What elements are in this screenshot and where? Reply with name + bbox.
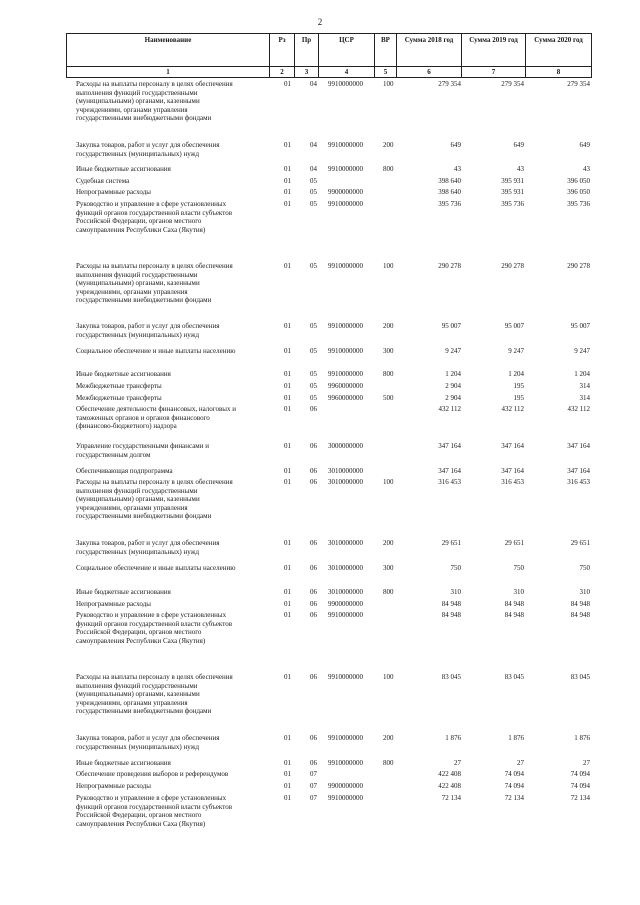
- cell-s18: 43: [454, 165, 461, 173]
- cell-s19: 195: [513, 394, 524, 402]
- cell-name: Расходы на выплаты персоналу в целях обеспечения выполнения функций государственными (муниципальными) органами, казенными учреждениями, органами управления государственными внебюджетными фондами: [76, 80, 233, 122]
- cell-rz: 01: [284, 347, 291, 355]
- cell-csr: 9900000000: [328, 782, 363, 790]
- cell-s20: 9 247: [574, 347, 590, 355]
- cell-rz: 01: [284, 165, 291, 173]
- cell-pr: 06: [310, 759, 317, 767]
- header-num-4: 4: [319, 67, 375, 78]
- cell-s19: 395 931: [501, 177, 524, 185]
- cell-s18: 2 904: [445, 394, 461, 402]
- cell-s18: 83 045: [441, 673, 461, 681]
- cell-csr: 3000000000: [328, 442, 363, 450]
- cell-rz: 01: [284, 382, 291, 390]
- cell-s19: 43: [517, 165, 524, 173]
- cell-rz: 01: [284, 141, 291, 149]
- cell-rz: 01: [284, 467, 291, 475]
- cell-csr: 9910000000: [328, 347, 363, 355]
- cell-rz: 01: [284, 405, 291, 413]
- cell-s20: 750: [579, 564, 590, 572]
- header-sum-2019: Сумма 2019 год: [462, 34, 526, 67]
- cell-rz: 01: [284, 782, 291, 790]
- cell-s20: 72 134: [570, 794, 590, 802]
- cell-pr: 05: [310, 177, 317, 185]
- cell-vr: 200: [383, 734, 394, 742]
- cell-s19: 84 948: [504, 611, 524, 619]
- cell-s19: 9 247: [508, 347, 524, 355]
- cell-csr: 9910000000: [328, 370, 363, 378]
- cell-csr: 9910000000: [328, 673, 363, 681]
- cell-rz: 01: [284, 539, 291, 547]
- cell-s18: 395 736: [438, 200, 461, 208]
- cell-pr: 06: [310, 478, 317, 486]
- header-num-6: 6: [397, 67, 462, 78]
- cell-csr: 9910000000: [328, 262, 363, 270]
- header-sum-2020: Сумма 2020 год: [526, 34, 592, 67]
- cell-s20: 29 651: [570, 539, 590, 547]
- cell-name: Иные бюджетные ассигнования: [76, 588, 171, 596]
- cell-s18: 347 164: [438, 442, 461, 450]
- cell-s18: 750: [450, 564, 461, 572]
- cell-pr: 05: [310, 394, 317, 402]
- cell-s19: 395 736: [501, 200, 524, 208]
- cell-s20: 84 948: [570, 611, 590, 619]
- cell-csr: 9910000000: [328, 141, 363, 149]
- cell-vr: 800: [383, 370, 394, 378]
- cell-name: Закупка товаров, работ и услуг для обеспечения государственных (муниципальных) нужд: [76, 322, 220, 339]
- cell-s19: 310: [513, 588, 524, 596]
- cell-vr: 100: [383, 478, 394, 486]
- cell-vr: 300: [383, 564, 394, 572]
- header-num-3: 3: [295, 67, 319, 78]
- cell-csr: 3010000000: [328, 564, 363, 572]
- cell-name: Непрограммные расходы: [76, 782, 151, 790]
- header-csr: ЦСР: [319, 34, 375, 67]
- cell-vr: 100: [383, 673, 394, 681]
- cell-s20: 43: [583, 165, 590, 173]
- cell-name: Расходы на выплаты персоналу в целях обеспечения выполнения функций государственными (муниципальными) органами, казенными учреждениями, органами управления государственными внебюджетными фондами: [76, 262, 233, 304]
- cell-s20: 310: [579, 588, 590, 596]
- cell-s20: 1 876: [574, 734, 590, 742]
- cell-vr: 800: [383, 165, 394, 173]
- cell-name: Непрограммные расходы: [76, 188, 151, 196]
- cell-s20: 74 094: [570, 770, 590, 778]
- cell-csr: 9900000000: [328, 600, 363, 608]
- cell-name: Иные бюджетные ассигнования: [76, 759, 171, 767]
- cell-s20: 279 354: [567, 80, 590, 88]
- cell-s18: 422 408: [438, 770, 461, 778]
- cell-rz: 01: [284, 442, 291, 450]
- cell-name: Межбюджетные трансферты: [76, 394, 162, 402]
- cell-s19: 395 931: [501, 188, 524, 196]
- cell-name: Иные бюджетные ассигнования: [76, 370, 171, 378]
- cell-name: Расходы на выплаты персоналу в целях обеспечения выполнения функций государственными (муниципальными) органами, казенными учреждениями, органами управления государственными внебюджетными фондами: [76, 673, 233, 715]
- cell-name: Социальное обеспечение и иные выплаты населению: [76, 564, 236, 572]
- cell-rz: 01: [284, 770, 291, 778]
- cell-name: Закупка товаров, работ и услуг для обеспечения государственных (муниципальных) нужд: [76, 539, 220, 556]
- header-num-2: 2: [270, 67, 295, 78]
- cell-pr: 04: [310, 141, 317, 149]
- cell-s19: 27: [517, 759, 524, 767]
- cell-s18: 347 164: [438, 467, 461, 475]
- cell-s19: 95 007: [504, 322, 524, 330]
- cell-s18: 84 948: [441, 611, 461, 619]
- cell-s19: 316 453: [501, 478, 524, 486]
- cell-rz: 01: [284, 262, 291, 270]
- cell-name: Управление государственными финансами и государственным долгом: [76, 442, 209, 459]
- cell-vr: 800: [383, 588, 394, 596]
- cell-pr: 04: [310, 80, 317, 88]
- cell-s20: 27: [583, 759, 590, 767]
- cell-csr: 3010000000: [328, 588, 363, 596]
- cell-pr: 07: [310, 782, 317, 790]
- cell-csr: 9910000000: [328, 200, 363, 208]
- cell-s19: 83 045: [504, 673, 524, 681]
- cell-name: Руководство и управление в сфере установленных функций органов государственной власти субъектов Российской Федерации, органов местного самоуправления Республики Саха (Якутия): [76, 200, 233, 234]
- cell-s20: 649: [579, 141, 590, 149]
- cell-rz: 01: [284, 478, 291, 486]
- cell-s18: 316 453: [438, 478, 461, 486]
- cell-s18: 432 112: [438, 405, 461, 413]
- cell-name: Социальное обеспечение и иные выплаты населению: [76, 347, 236, 355]
- cell-vr: 500: [383, 394, 394, 402]
- cell-rz: 01: [284, 394, 291, 402]
- cell-csr: 9910000000: [328, 80, 363, 88]
- cell-rz: 01: [284, 600, 291, 608]
- cell-csr: 9960000000: [328, 394, 363, 402]
- cell-s20: 347 164: [567, 442, 590, 450]
- cell-rz: 01: [284, 200, 291, 208]
- cell-rz: 01: [284, 673, 291, 681]
- cell-vr: 100: [383, 262, 394, 270]
- header-num-1: 1: [67, 67, 270, 78]
- cell-s18: 649: [450, 141, 461, 149]
- cell-name: Судебная система: [76, 177, 130, 185]
- cell-s18: 310: [450, 588, 461, 596]
- cell-pr: 04: [310, 165, 317, 173]
- cell-s18: 9 247: [445, 347, 461, 355]
- cell-s19: 29 651: [504, 539, 524, 547]
- cell-csr: 3010000000: [328, 478, 363, 486]
- cell-rz: 01: [284, 188, 291, 196]
- cell-pr: 06: [310, 734, 317, 742]
- cell-csr: 9910000000: [328, 734, 363, 742]
- cell-csr: 9910000000: [328, 794, 363, 802]
- header-sum-2018: Сумма 2018 год: [397, 34, 462, 67]
- cell-s19: 74 094: [504, 782, 524, 790]
- cell-rz: 01: [284, 177, 291, 185]
- cell-name: Межбюджетные трансферты: [76, 382, 162, 390]
- cell-pr: 06: [310, 405, 317, 413]
- page-number: 2: [317, 17, 323, 27]
- cell-s18: 279 354: [438, 80, 461, 88]
- cell-s18: 1 876: [445, 734, 461, 742]
- cell-pr: 05: [310, 200, 317, 208]
- cell-pr: 06: [310, 600, 317, 608]
- cell-name: Руководство и управление в сфере установленных функций органов государственной власти субъектов Российской Федерации, органов местного самоуправления Республики Саха (Якутия): [76, 794, 233, 828]
- cell-name: Обеспечение деятельности финансовых, налоговых и таможенных органов и органов финансового (финансово-бюджетного) надзора: [76, 405, 236, 430]
- table-header: [66, 33, 591, 77]
- cell-pr: 05: [310, 188, 317, 196]
- cell-s18: 27: [454, 759, 461, 767]
- header-pr: Пр: [295, 34, 319, 67]
- cell-csr: 9910000000: [328, 165, 363, 173]
- cell-s19: 347 164: [501, 442, 524, 450]
- cell-csr: 9910000000: [328, 611, 363, 619]
- cell-pr: 05: [310, 322, 317, 330]
- cell-s20: 95 007: [570, 322, 590, 330]
- cell-name: Закупка товаров, работ и услуг для обеспечения государственных (муниципальных) нужд: [76, 734, 220, 751]
- cell-pr: 05: [310, 382, 317, 390]
- cell-s20: 84 948: [570, 600, 590, 608]
- cell-name: Непрограммные расходы: [76, 600, 151, 608]
- cell-name: Расходы на выплаты персоналу в целях обеспечения выполнения функций государственными (муниципальными) органами, казенными учреждениями, органами управления государственными внебюджетными фондами: [76, 478, 233, 520]
- cell-vr: 200: [383, 322, 394, 330]
- cell-rz: 01: [284, 322, 291, 330]
- cell-s19: 1 876: [508, 734, 524, 742]
- header-name: Наименование: [67, 34, 270, 67]
- cell-csr: 3010000000: [328, 467, 363, 475]
- header-num-5: 5: [375, 67, 397, 78]
- cell-s19: 84 948: [504, 600, 524, 608]
- cell-vr: 100: [383, 80, 394, 88]
- cell-pr: 06: [310, 611, 317, 619]
- cell-pr: 06: [310, 467, 317, 475]
- cell-s20: 432 112: [567, 405, 590, 413]
- cell-pr: 05: [310, 370, 317, 378]
- cell-s20: 1 204: [574, 370, 590, 378]
- cell-csr: 9910000000: [328, 759, 363, 767]
- cell-s19: 74 094: [504, 770, 524, 778]
- cell-name: Обеспечение проведения выборов и референдумов: [76, 770, 229, 778]
- cell-s19: 72 134: [504, 794, 524, 802]
- cell-s20: 396 050: [567, 177, 590, 185]
- cell-s20: 74 094: [570, 782, 590, 790]
- cell-csr: 9910000000: [328, 322, 363, 330]
- cell-vr: 200: [383, 141, 394, 149]
- cell-pr: 06: [310, 442, 317, 450]
- cell-pr: 06: [310, 539, 317, 547]
- cell-rz: 01: [284, 370, 291, 378]
- cell-s20: 314: [579, 382, 590, 390]
- cell-s20: 314: [579, 394, 590, 402]
- header-num-8: 8: [526, 67, 592, 78]
- cell-name: Руководство и управление в сфере установленных функций органов государственной власти субъектов Российской Федерации, органов местного самоуправления Республики Саха (Якутия): [76, 611, 233, 645]
- cell-pr: 07: [310, 770, 317, 778]
- cell-s18: 422 408: [438, 782, 461, 790]
- cell-rz: 01: [284, 734, 291, 742]
- cell-rz: 01: [284, 611, 291, 619]
- cell-s20: 290 278: [567, 262, 590, 270]
- cell-s20: 83 045: [570, 673, 590, 681]
- cell-vr: 200: [383, 539, 394, 547]
- cell-rz: 01: [284, 759, 291, 767]
- cell-pr: 07: [310, 794, 317, 802]
- cell-s18: 2 904: [445, 382, 461, 390]
- header-vr: ВР: [375, 34, 397, 67]
- cell-pr: 06: [310, 673, 317, 681]
- cell-s18: 398 640: [438, 177, 461, 185]
- cell-pr: 05: [310, 347, 317, 355]
- cell-s19: 649: [513, 141, 524, 149]
- cell-csr: 3010000000: [328, 539, 363, 547]
- cell-s18: 95 007: [441, 322, 461, 330]
- cell-csr: 9960000000: [328, 382, 363, 390]
- cell-s20: 316 453: [567, 478, 590, 486]
- cell-s19: 432 112: [501, 405, 524, 413]
- cell-s20: 396 050: [567, 188, 590, 196]
- cell-rz: 01: [284, 794, 291, 802]
- cell-s20: 395 736: [567, 200, 590, 208]
- cell-name: Обеспечивающая подпрограмма: [76, 467, 173, 475]
- cell-rz: 01: [284, 588, 291, 596]
- cell-s19: 290 278: [501, 262, 524, 270]
- cell-s19: 279 354: [501, 80, 524, 88]
- cell-pr: 06: [310, 564, 317, 572]
- cell-pr: 06: [310, 588, 317, 596]
- cell-s19: 750: [513, 564, 524, 572]
- cell-s18: 72 134: [441, 794, 461, 802]
- cell-pr: 05: [310, 262, 317, 270]
- cell-rz: 01: [284, 564, 291, 572]
- cell-vr: 300: [383, 347, 394, 355]
- cell-s19: 347 164: [501, 467, 524, 475]
- cell-name: Иные бюджетные ассигнования: [76, 165, 171, 173]
- cell-vr: 800: [383, 759, 394, 767]
- cell-s18: 84 948: [441, 600, 461, 608]
- cell-name: Закупка товаров, работ и услуг для обеспечения государственных (муниципальных) нужд: [76, 141, 220, 158]
- cell-rz: 01: [284, 80, 291, 88]
- cell-s18: 290 278: [438, 262, 461, 270]
- cell-s19: 1 204: [508, 370, 524, 378]
- header-rz: Рз: [270, 34, 295, 67]
- cell-s18: 29 651: [441, 539, 461, 547]
- cell-s18: 1 204: [445, 370, 461, 378]
- cell-s20: 347 164: [567, 467, 590, 475]
- cell-s19: 195: [513, 382, 524, 390]
- cell-csr: 9900000000: [328, 188, 363, 196]
- cell-s18: 398 640: [438, 188, 461, 196]
- header-num-7: 7: [462, 67, 526, 78]
